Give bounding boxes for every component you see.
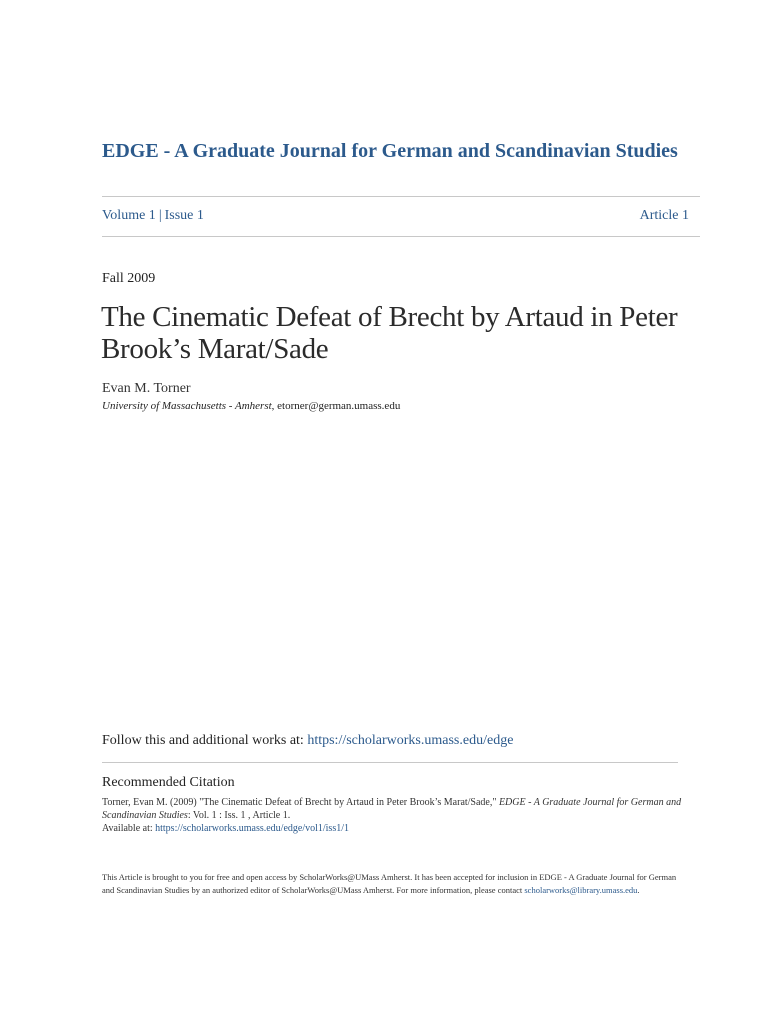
follow-line <box>102 732 702 750</box>
article-title: The Cinematic Defeat of Brecht by Artaud in Peter Brook’s Marat/Sade <box>101 301 678 365</box>
notice-end: . <box>637 885 640 895</box>
journal-title-link[interactable]: EDGE - A Graduate Journal for German and Scandinavian Studies <box>102 140 678 162</box>
divider-top <box>102 196 700 197</box>
author-email: , etorner@german.umass.edu <box>271 400 401 412</box>
author-name-link[interactable]: Evan M. Torner <box>102 381 191 396</box>
citation-part2: : Vol. 1 : Iss. 1 , Article 1. <box>187 810 291 821</box>
available-url-link[interactable]: https://scholarworks.umass.edu/edge/vol1/iss1/1 <box>155 823 349 834</box>
author-institution: University of Massachusetts - Amherst <box>102 400 272 412</box>
citation-heading: Recommended Citation <box>102 775 235 790</box>
issue-link[interactable]: Issue 1 <box>164 208 204 223</box>
volume-issue-group <box>102 207 204 225</box>
citation-part1: Torner, Evan M. (2009) "The Cinematic Defeat of Brecht by Artaud in Peter Brook’s Marat/Sade," <box>102 797 499 808</box>
available-label: Available at: <box>102 823 156 834</box>
follow-url-link[interactable]: https://scholarworks.umass.edu/edge <box>307 733 514 748</box>
contact-email-link[interactable]: scholarworks@library.umass.edu <box>524 885 638 895</box>
follow-text: Follow this and additional works at: <box>102 733 308 748</box>
issue-separator: | <box>158 208 162 223</box>
author-affiliation <box>102 399 702 414</box>
citation-divider <box>102 762 678 763</box>
citation-text <box>102 796 682 835</box>
access-notice <box>102 871 687 897</box>
publication-date: Fall 2009 <box>102 271 156 286</box>
article-number-link[interactable]: Article 1 <box>639 208 689 223</box>
divider-bottom <box>102 236 700 237</box>
notice-text: This Article is brought to you for free and open access by ScholarWorks@UMass Amherst. It has been accepted for inclusion in EDGE - A Graduate Journal for German and Scandinavian Studies by an authorized editor of ScholarWorks@UMass Amherst. For more information, please contact <box>102 872 677 895</box>
citation-journal: EDGE - A Graduate Journal for German and Scandinavian Studies <box>102 797 682 821</box>
volume-link[interactable]: Volume 1 <box>102 208 156 223</box>
